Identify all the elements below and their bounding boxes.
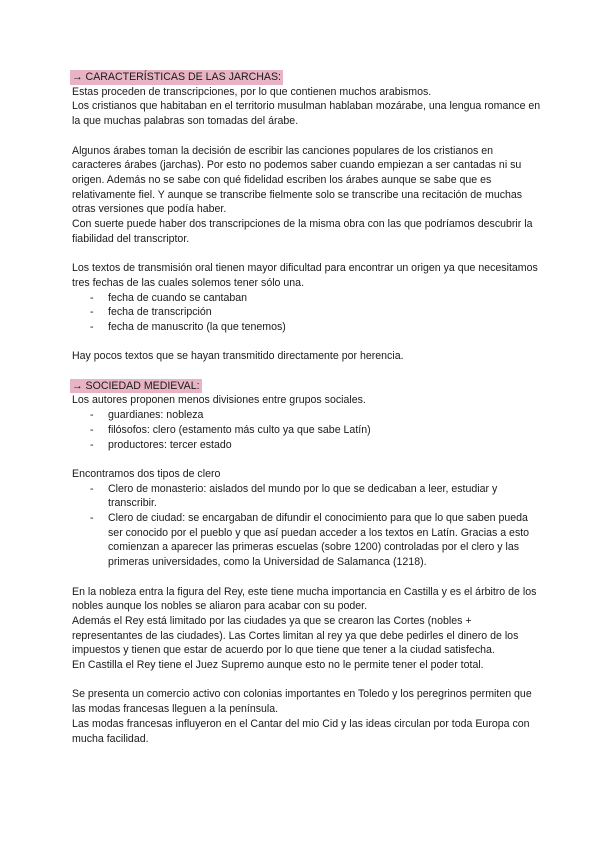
section-heading-jarchas xyxy=(72,70,542,85)
paragraph: Los cristianos que habitaban en el territorio musulman hablaban mozárabe, una lengua romance en la que muchas palabras son tomadas del árabe. xyxy=(72,100,541,128)
paragraph: Los autores proponen menos divisiones entre grupos sociales. xyxy=(72,394,366,407)
clergy-list xyxy=(72,482,542,570)
list-item: - fecha de transcripción xyxy=(108,305,542,320)
spacer xyxy=(72,452,542,467)
paragraph: En Castilla el Rey tiene el Juez Supremo aunque esto no le permite tener el poder total. xyxy=(72,659,484,672)
document-body xyxy=(72,70,542,746)
paragraph: Con suerte puede haber dos transcripciones de la misma obra con las que podríamos descubrir la fiabilidad del transcriptor. xyxy=(72,218,533,245)
paragraph: Se presenta un comercio activo con colonias importantes en Toledo y los peregrinos permiten que las modas francesas lleguen a la península. xyxy=(72,688,532,716)
list-item: - guardianes: nobleza xyxy=(108,408,542,423)
paragraph: Encontramos dos tipos de clero xyxy=(72,467,221,480)
paragraph: Algunos árabes toman la decisión de escribir las canciones populares de los cristianos en caracteres árabes (jarchas). Por esto no podemos saber cuando empiezan a ser cantadas ni su origen. Además no se sabe con qué fidelidad escriben los árabes aunque se sabe que es relativamente fiel. Y aunque se transcribe fielmente solo se transcribe una recitación de muchas otras versiones que podía haber. xyxy=(72,144,523,216)
dates-list xyxy=(72,291,542,335)
list-item: - filósofos: clero (estamento más culto ya que sabe Latín) xyxy=(108,423,542,438)
list-item: - Clero de monasterio: aislados del mundo por lo que se dedicaban a leer, estudiar y transcribir. xyxy=(108,482,542,511)
spacer xyxy=(72,129,542,144)
section-heading-sociedad xyxy=(72,379,542,394)
list-item: - productores: tercer estado xyxy=(108,438,542,453)
spacer xyxy=(72,335,542,350)
heading-highlight: → CARACTERÍSTICAS DE LAS JARCHAS: xyxy=(72,71,281,83)
groups-list xyxy=(72,408,542,452)
paragraph: Los textos de transmisión oral tienen mayor dificultad para encontrar un origen ya que necesitamos tres fechas de las cuales solemos tener sólo una. xyxy=(72,262,538,289)
list-item: - Clero de ciudad: se encargaban de difundir el conocimiento para que lo que saben pueda ser conocido por el pueblo y que así puedan acceder a los textos en Latín. Gracias a esto comienzan a aparecer las primeras escuelas (sobre 1200) controladas por el clero y las primeras universidades, como la Universidad de Salamanca (1218). xyxy=(108,511,542,570)
paragraph: Además el Rey está limitado por las ciudades ya que se crearon las Cortes (nobles + representantes de las ciudades). Las Cortes limitan al rey ya que debe pedirles el dinero de los impuestos y tienen que estar de acuerdo por lo que tiene que tener a la ciudad satisfecha. xyxy=(72,614,519,657)
heading-highlight: → SOCIEDAD MEDIEVAL: xyxy=(72,379,200,392)
paragraph: En la nobleza entra la figura del Rey, este tiene mucha importancia en Castilla y es el árbitro de los nobles aunque los nobles se aliaron para acabar con su poder. xyxy=(72,585,537,613)
spacer xyxy=(72,364,542,379)
paragraph: Estas proceden de transcripciones, por lo que contienen muchos arabismos. xyxy=(72,85,432,98)
paragraph: Las modas francesas influyeron en el Cantar del mio Cid y las ideas circulan por toda Europa con mucha facilidad. xyxy=(72,717,530,745)
spacer xyxy=(72,673,542,688)
list-item: - fecha de cuando se cantaban xyxy=(108,291,542,306)
spacer xyxy=(72,246,542,261)
paragraph: Hay pocos textos que se hayan transmitido directamente por herencia. xyxy=(72,350,404,363)
list-item: - fecha de manuscrito (la que tenemos) xyxy=(108,320,542,335)
spacer xyxy=(72,570,542,585)
